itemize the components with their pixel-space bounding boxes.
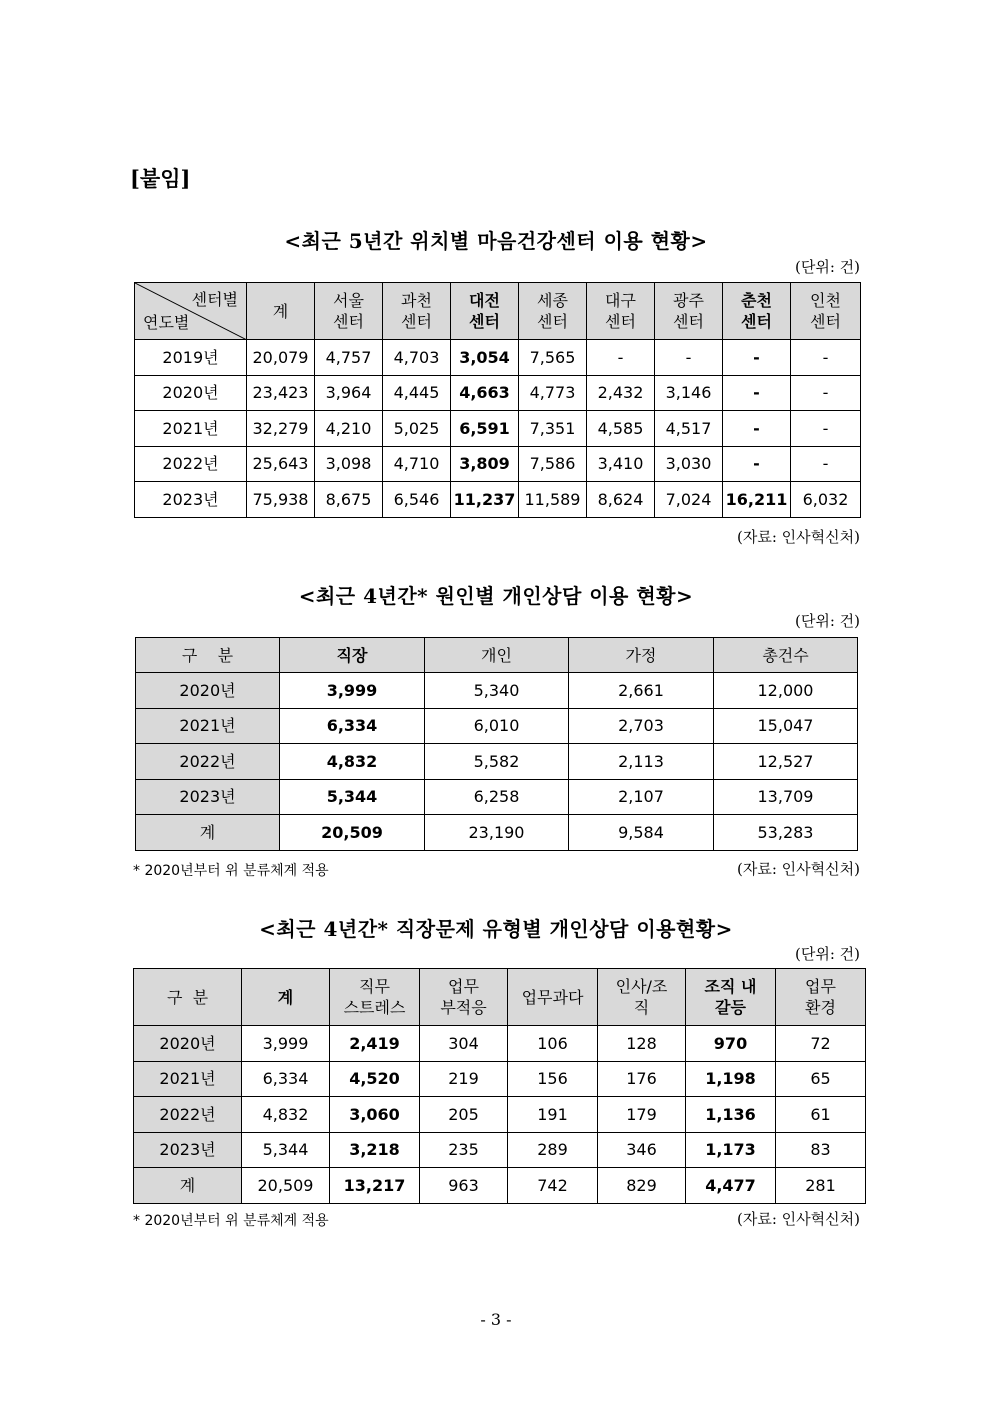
row-label: 2020년 — [134, 1026, 242, 1062]
table-row — [134, 1097, 866, 1133]
table-row — [135, 411, 861, 447]
data-cell: 6,334 — [242, 1061, 330, 1097]
data-cell: 289 — [508, 1132, 598, 1168]
corner-label-center: 센터별 — [191, 290, 238, 309]
corner-header-cell — [135, 283, 247, 340]
data-cell: 2,703 — [569, 708, 714, 744]
row-label: 2021년 — [134, 1061, 242, 1097]
data-cell: 12,527 — [714, 744, 858, 780]
data-cell: - — [723, 340, 791, 376]
row-label: 2023년 — [136, 779, 280, 815]
data-cell: 7,024 — [655, 482, 723, 518]
data-cell: 5,582 — [425, 744, 569, 780]
data-cell: 3,410 — [587, 446, 655, 482]
column-header: 업무 부적응 — [420, 969, 508, 1026]
data-cell: 4,710 — [383, 446, 451, 482]
data-cell: 16,211 — [723, 482, 791, 518]
data-cell: 281 — [776, 1168, 866, 1204]
table-row — [136, 779, 858, 815]
data-cell: 83 — [776, 1132, 866, 1168]
table-row — [136, 815, 858, 851]
data-cell: 346 — [598, 1132, 686, 1168]
column-header: 가정 — [569, 638, 714, 673]
table-row — [135, 482, 861, 518]
data-cell: 7,351 — [519, 411, 587, 447]
data-cell: 8,675 — [315, 482, 383, 518]
column-header: 춘천 센터 — [723, 283, 791, 340]
data-cell: 742 — [508, 1168, 598, 1204]
table-row — [136, 708, 858, 744]
row-label: 2020년 — [135, 375, 247, 411]
data-cell: 65 — [776, 1061, 866, 1097]
table-row — [134, 1026, 866, 1062]
column-header: 대구 센터 — [587, 283, 655, 340]
data-cell: - — [791, 411, 861, 447]
table2-note: * 2020년부터 위 분류체계 적용 — [133, 863, 329, 879]
data-cell: 3,999 — [242, 1026, 330, 1062]
data-cell: 4,585 — [587, 411, 655, 447]
data-cell: 12,000 — [714, 673, 858, 709]
column-header: 광주 센터 — [655, 283, 723, 340]
data-cell: 15,047 — [714, 708, 858, 744]
column-header: 총건수 — [714, 638, 858, 673]
table3-title: <최근 4년간* 직장문제 유형별 개인상담 이용현황> — [259, 917, 733, 941]
data-cell: 7,565 — [519, 340, 587, 376]
table-row — [136, 673, 858, 709]
data-cell: 205 — [420, 1097, 508, 1133]
table-row — [134, 1061, 866, 1097]
data-cell: 8,624 — [587, 482, 655, 518]
data-cell: 4,477 — [686, 1168, 776, 1204]
column-header: 계 — [242, 969, 330, 1026]
data-cell: 970 — [686, 1026, 776, 1062]
corner-label-year: 연도별 — [143, 313, 190, 332]
table-row — [134, 1132, 866, 1168]
data-cell: 2,661 — [569, 673, 714, 709]
data-cell: 5,344 — [280, 779, 425, 815]
data-cell: 179 — [598, 1097, 686, 1133]
data-cell: 20,079 — [247, 340, 315, 376]
data-cell: 2,107 — [569, 779, 714, 815]
row-label: 2022년 — [136, 744, 280, 780]
data-cell: 4,520 — [330, 1061, 420, 1097]
data-cell: 4,757 — [315, 340, 383, 376]
data-cell: 106 — [508, 1026, 598, 1062]
data-cell: 235 — [420, 1132, 508, 1168]
data-cell: 2,113 — [569, 744, 714, 780]
column-header: 대전 센터 — [451, 283, 519, 340]
data-cell: 32,279 — [247, 411, 315, 447]
data-cell: 6,546 — [383, 482, 451, 518]
data-cell: 176 — [598, 1061, 686, 1097]
data-cell: 304 — [420, 1026, 508, 1062]
data-cell: 3,098 — [315, 446, 383, 482]
page-number: - 3 - — [480, 1310, 512, 1329]
data-cell: 191 — [508, 1097, 598, 1133]
data-cell: 23,190 — [425, 815, 569, 851]
column-header: 조직 내 갈등 — [686, 969, 776, 1026]
data-cell: 75,938 — [247, 482, 315, 518]
data-cell: - — [587, 340, 655, 376]
column-header: 구 분 — [136, 638, 280, 673]
data-cell: - — [723, 375, 791, 411]
table2-source: (자료: 인사혁신처) — [737, 860, 860, 878]
data-cell: 11,237 — [451, 482, 519, 518]
row-label: 2022년 — [135, 446, 247, 482]
column-header: 과천 센터 — [383, 283, 451, 340]
data-cell: 6,032 — [791, 482, 861, 518]
column-header: 세종 센터 — [519, 283, 587, 340]
data-cell: 3,146 — [655, 375, 723, 411]
data-cell: 20,509 — [280, 815, 425, 851]
data-cell: 4,517 — [655, 411, 723, 447]
table1-unit: (단위: 건) — [795, 258, 860, 276]
data-cell: 3,964 — [315, 375, 383, 411]
data-cell: - — [791, 340, 861, 376]
column-header: 업무과다 — [508, 969, 598, 1026]
column-header: 직무 스트레스 — [330, 969, 420, 1026]
data-cell: 6,258 — [425, 779, 569, 815]
table1-title: <최근 5년간 위치별 마음건강센터 이용 현황> — [284, 229, 708, 253]
table2-unit: (단위: 건) — [795, 612, 860, 630]
data-cell: 5,344 — [242, 1132, 330, 1168]
data-cell: 128 — [598, 1026, 686, 1062]
table3-note: * 2020년부터 위 분류체계 적용 — [133, 1213, 329, 1229]
table-row — [135, 340, 861, 376]
data-cell: 1,198 — [686, 1061, 776, 1097]
data-cell: - — [655, 340, 723, 376]
data-cell: 25,643 — [247, 446, 315, 482]
row-label: 계 — [136, 815, 280, 851]
data-cell: 4,703 — [383, 340, 451, 376]
row-label: 2021년 — [136, 708, 280, 744]
row-label: 2023년 — [134, 1132, 242, 1168]
data-cell: 4,832 — [242, 1097, 330, 1133]
row-label: 2022년 — [134, 1097, 242, 1133]
data-cell: 6,010 — [425, 708, 569, 744]
row-label: 2020년 — [136, 673, 280, 709]
data-cell: 13,217 — [330, 1168, 420, 1204]
data-cell: 3,809 — [451, 446, 519, 482]
column-header: 인천 센터 — [791, 283, 861, 340]
data-cell: 4,773 — [519, 375, 587, 411]
data-cell: 219 — [420, 1061, 508, 1097]
row-label: 2019년 — [135, 340, 247, 376]
header-row — [134, 969, 866, 1026]
table-row — [135, 375, 861, 411]
table1-source: (자료: 인사혁신처) — [737, 528, 860, 546]
attachment-heading: [붙임] — [130, 166, 191, 191]
data-cell: 6,334 — [280, 708, 425, 744]
data-cell: 53,283 — [714, 815, 858, 851]
data-cell: 5,025 — [383, 411, 451, 447]
row-label: 2021년 — [135, 411, 247, 447]
data-cell: 3,054 — [451, 340, 519, 376]
column-header: 업무 환경 — [776, 969, 866, 1026]
data-cell: 5,340 — [425, 673, 569, 709]
data-cell: 963 — [420, 1168, 508, 1204]
data-cell: - — [791, 375, 861, 411]
data-cell: 2,432 — [587, 375, 655, 411]
center-usage-table — [134, 282, 861, 518]
row-label: 계 — [134, 1168, 242, 1204]
data-cell: 7,586 — [519, 446, 587, 482]
data-cell: 4,210 — [315, 411, 383, 447]
data-cell: 61 — [776, 1097, 866, 1133]
data-cell: 2,419 — [330, 1026, 420, 1062]
data-cell: 829 — [598, 1168, 686, 1204]
data-cell: 13,709 — [714, 779, 858, 815]
row-label: 2023년 — [135, 482, 247, 518]
data-cell: 156 — [508, 1061, 598, 1097]
data-cell: 9,584 — [569, 815, 714, 851]
table3-unit: (단위: 건) — [795, 945, 860, 963]
column-header: 서울 센터 — [315, 283, 383, 340]
data-cell: 6,591 — [451, 411, 519, 447]
data-cell: 72 — [776, 1026, 866, 1062]
column-header: 개인 — [425, 638, 569, 673]
data-cell: 3,999 — [280, 673, 425, 709]
table3-source: (자료: 인사혁신처) — [737, 1210, 860, 1228]
column-header: 직장 — [280, 638, 425, 673]
data-cell: - — [723, 446, 791, 482]
column-header: 구 분 — [134, 969, 242, 1026]
data-cell: 23,423 — [247, 375, 315, 411]
data-cell: - — [723, 411, 791, 447]
data-cell: 3,030 — [655, 446, 723, 482]
workplace-issue-table — [133, 968, 866, 1204]
data-cell: 1,173 — [686, 1132, 776, 1168]
column-header: 인사/조 직 — [598, 969, 686, 1026]
table2-title: <최근 4년간* 원인별 개인상담 이용 현황> — [298, 584, 694, 608]
data-cell: 4,663 — [451, 375, 519, 411]
table-row — [135, 446, 861, 482]
data-cell: 3,060 — [330, 1097, 420, 1133]
cause-counseling-table — [135, 637, 858, 851]
data-cell: 4,445 — [383, 375, 451, 411]
header-row — [136, 638, 858, 673]
table-row — [134, 1168, 866, 1204]
data-cell: 11,589 — [519, 482, 587, 518]
data-cell: - — [791, 446, 861, 482]
data-cell: 4,832 — [280, 744, 425, 780]
data-cell: 1,136 — [686, 1097, 776, 1133]
table-row — [136, 744, 858, 780]
data-cell: 20,509 — [242, 1168, 330, 1204]
data-cell: 3,218 — [330, 1132, 420, 1168]
column-header: 계 — [247, 283, 315, 340]
